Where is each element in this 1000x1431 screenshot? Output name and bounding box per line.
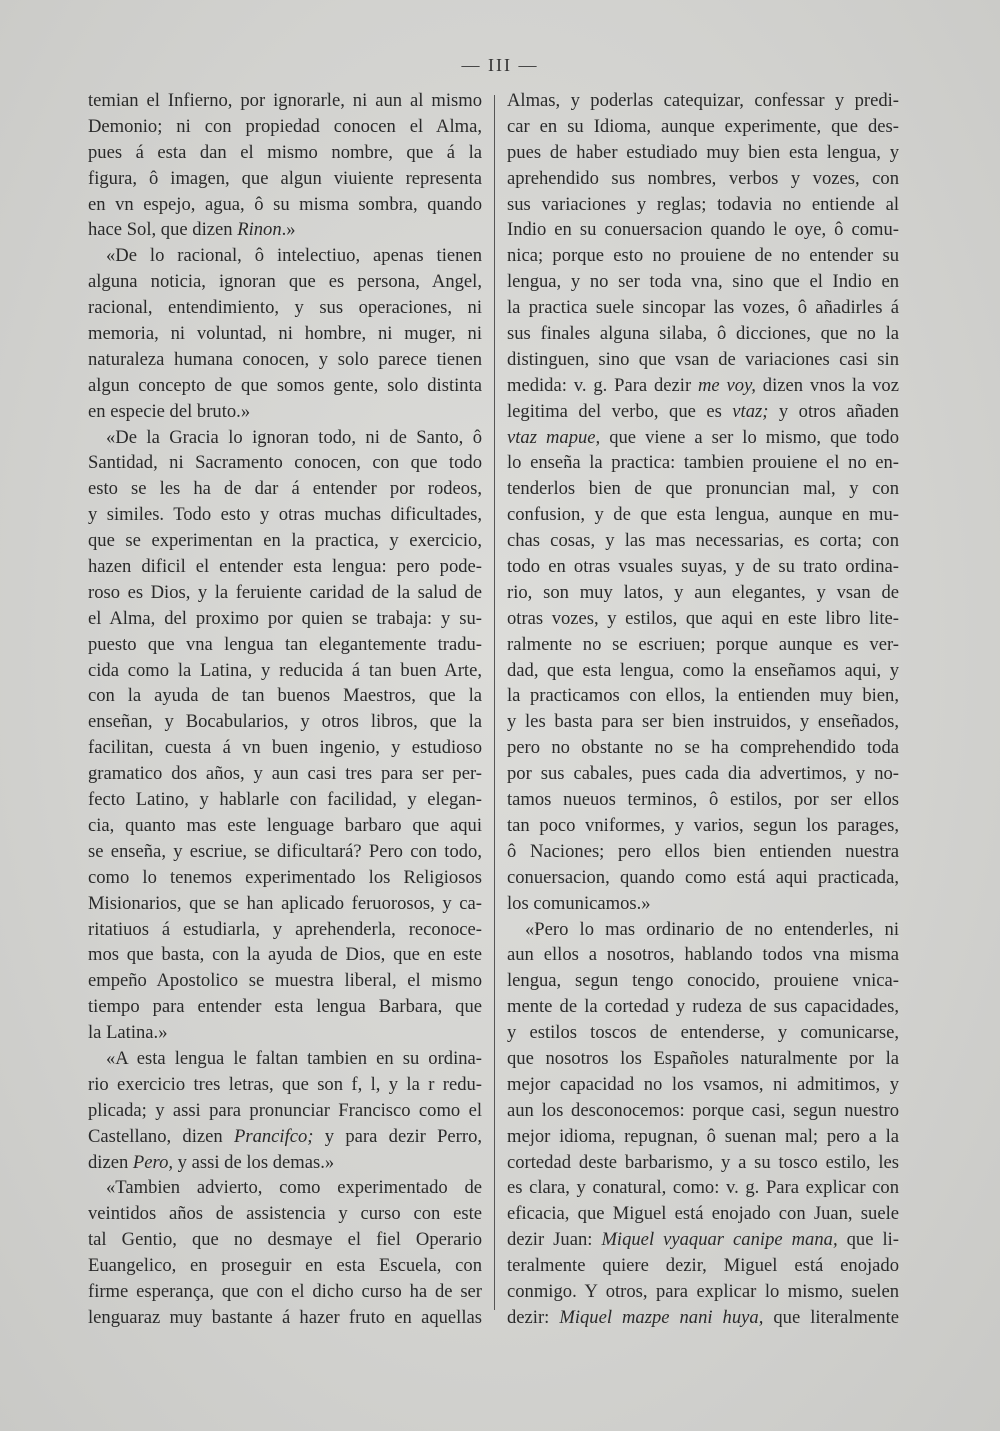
text-segment: cida como la Latina, y reducida á tan buen Arte, <box>88 659 482 681</box>
text-segment: plicada; y assi para pronunciar Francisco como el <box>88 1099 482 1121</box>
text-segment: que se experimentan en la practica, y exercicio, <box>88 530 482 552</box>
text-segment: tamos nueuos terminos, ô estilos, por ser ellos <box>507 789 899 811</box>
text-line <box>507 1279 899 1305</box>
text-line <box>507 321 899 347</box>
italic-term: me voy, <box>698 374 756 396</box>
text-line <box>507 269 899 295</box>
text-line <box>88 217 482 243</box>
text-line <box>88 1098 482 1124</box>
text-segment: ritatiuos á estudiarla, y aprehenderla, reconoce- <box>88 918 482 940</box>
text-segment: fecto Latino, y hablarle con facilidad, y elegan- <box>88 789 482 811</box>
text-line <box>507 140 899 166</box>
text-line <box>507 1305 899 1331</box>
text-segment: temian el Infierno, por ignorarle, ni aun al mismo <box>88 90 482 111</box>
text-segment: pero no obstante no se ha comprehendido toda <box>507 737 899 759</box>
left-text-column <box>88 88 482 1331</box>
italic-term: Rinon <box>237 219 282 241</box>
text-segment: la practicamos con ellos, la entienden muy bien, <box>507 685 899 707</box>
text-segment: «Tambien advierto, como experimentado de <box>106 1177 482 1199</box>
text-line <box>507 1020 899 1046</box>
italic-term: Miquel vyaquar canipe mana, <box>601 1229 838 1251</box>
text-line <box>88 761 482 787</box>
text-line <box>507 683 899 709</box>
text-segment: se enseña, y escriue, se dificultará? Pero con todo, <box>88 840 482 862</box>
text-line <box>88 476 482 502</box>
text-segment: en vn espejo, agua, ô su misma sombra, quando <box>88 193 482 215</box>
text-segment: naturaleza humana conocen, y solo parece tienen <box>88 348 482 370</box>
text-segment: que literalmente <box>763 1306 899 1328</box>
text-line <box>507 994 899 1020</box>
text-line <box>88 243 482 269</box>
text-segment: sus variaciones y reglas; todavia no entiende al <box>507 193 899 215</box>
text-segment: otras vozes, y estilos, que aqui en este libro lite- <box>507 607 899 629</box>
text-segment: ralmente no se escriuen; porque aunque es ver- <box>507 633 899 655</box>
text-segment: Misionarios, que se han aplicado feruorosos, y ca- <box>88 892 482 914</box>
text-line <box>88 1124 482 1150</box>
text-segment: mos que basta, con la ayuda de Dios, que en este <box>88 944 482 966</box>
text-segment: el Alma, del proximo por quien se trabaja: y su- <box>88 607 482 629</box>
text-line <box>507 968 899 994</box>
text-line <box>88 735 482 761</box>
text-line <box>88 1020 482 1046</box>
text-line <box>88 606 482 632</box>
text-segment: y otros añaden <box>768 400 899 422</box>
text-segment: Almas, y poderlas catequizar, confessar y predi- <box>507 90 899 111</box>
text-segment: ô Naciones; pero ellos bien entienden nuestra <box>507 840 899 862</box>
text-segment: y assi de los demas.» <box>173 1151 335 1173</box>
text-segment: legitima del verbo, que es <box>507 400 733 422</box>
text-segment: por sus cabales, pues cada dia advertimos, y no- <box>507 763 899 785</box>
text-segment: esto se les ha de dar á entender por rodeos, <box>88 478 482 500</box>
text-segment: algun concepto de que somos gente, solo distinta <box>88 374 482 396</box>
text-line <box>88 347 482 373</box>
text-segment: sus finales alguna silaba, ô dicciones, que no la <box>507 323 899 345</box>
text-line <box>88 891 482 917</box>
text-segment: que nosotros los Españoles naturalmente por la <box>507 1047 899 1069</box>
text-line <box>507 502 899 528</box>
text-segment: tiempo para entender esta lengua Barbara, que <box>88 996 482 1018</box>
text-line <box>507 217 899 243</box>
italic-term: Prancifco; <box>233 1125 314 1147</box>
text-line <box>88 917 482 943</box>
text-segment: pues de haber estudiado muy bien esta lengua, y <box>507 141 899 163</box>
text-segment: y para dezir Perro, <box>313 1125 482 1147</box>
text-segment: aun ellos a nosotros, hablando todos vna misma <box>507 944 899 966</box>
text-segment: dizen vnos la voz <box>755 374 899 396</box>
text-line <box>507 399 899 425</box>
text-line <box>88 632 482 658</box>
text-segment: Demonio; ni con propiedad conocen el Alma, <box>88 115 482 137</box>
text-segment: lo enseña la practica: tambien prouiene el no en- <box>507 452 899 474</box>
right-text-column <box>507 88 899 1331</box>
text-line <box>507 1175 899 1201</box>
text-line <box>88 114 482 140</box>
text-line <box>507 787 899 813</box>
text-segment: rio exercicio tres letras, que son f, l, y la r redu- <box>88 1073 482 1095</box>
text-line <box>88 88 482 114</box>
text-line <box>88 399 482 425</box>
text-line <box>507 476 899 502</box>
text-line <box>88 269 482 295</box>
text-segment: lengua, segun tengo conocido, prouiene vnica- <box>507 970 899 992</box>
text-segment: «Pero lo mas ordinario de no entenderles, ni <box>525 918 899 940</box>
text-line <box>88 1150 482 1176</box>
text-line <box>88 787 482 813</box>
text-segment: medida: v. g. Para dezir <box>507 374 698 396</box>
text-segment: como lo tenemos experimentado los Religiosos <box>88 866 482 888</box>
text-segment: facilitan, cuesta á vn buen ingenio, y estudioso <box>88 737 482 759</box>
text-line <box>507 606 899 632</box>
text-segment: Indio en su conuersacion quando le oye, ô comu- <box>507 219 899 241</box>
text-segment: racional, entendimiento, y sus operaciones, ni <box>88 297 482 319</box>
text-line <box>88 1253 482 1279</box>
text-segment: en especie del bruto.» <box>88 400 251 422</box>
text-line <box>507 554 899 580</box>
text-line <box>507 528 899 554</box>
text-line <box>507 88 899 114</box>
text-line <box>88 942 482 968</box>
italic-term: Pero, <box>132 1151 174 1173</box>
text-segment: gramatico dos años, y aun casi tres para ser per- <box>88 763 482 785</box>
text-segment: puesto que vna lengua tan elegantemente tradu- <box>88 633 482 655</box>
text-line <box>507 1150 899 1176</box>
text-segment: conuersacion, quando como está aqui practicada, <box>507 866 899 888</box>
text-line <box>507 192 899 218</box>
text-segment: firme esperança, que con el dicho curso ha de ser <box>88 1280 482 1302</box>
page-number: — III — <box>461 55 539 75</box>
text-line <box>88 865 482 891</box>
text-segment: pues á esta dan el mismo nombre, que á la <box>88 141 482 163</box>
text-segment: «A esta lengua le faltan tambien en su ordina- <box>106 1047 482 1069</box>
text-line <box>507 166 899 192</box>
text-line <box>88 295 482 321</box>
text-segment: lenguaraz muy bastante á hazer fruto en aquellas <box>88 1306 482 1328</box>
text-line <box>88 1279 482 1305</box>
text-segment: mejor idioma, repugnan, ô suenan mal; pero a la <box>507 1125 899 1147</box>
text-line <box>507 1098 899 1124</box>
text-line <box>88 192 482 218</box>
text-line <box>507 658 899 684</box>
text-line <box>88 1305 482 1331</box>
text-line <box>507 709 899 735</box>
text-line <box>507 891 899 917</box>
column-divider <box>494 95 495 1310</box>
text-line <box>88 554 482 580</box>
text-segment: tal Gentio, que no desmaye el fiel Operario <box>88 1229 482 1251</box>
text-segment: veintidos años de assistencia y curso con este <box>88 1203 482 1225</box>
text-segment: memoria, ni voluntad, ni hombre, ni muger, ni <box>88 323 482 345</box>
text-segment: Euangelico, en proseguir en esta Escuela, con <box>88 1255 482 1277</box>
text-line <box>88 502 482 528</box>
text-line <box>507 1253 899 1279</box>
text-segment: .» <box>281 219 296 241</box>
text-segment: dezir: <box>507 1306 560 1328</box>
text-line <box>507 347 899 373</box>
text-line <box>88 683 482 709</box>
text-segment: «De lo racional, ô intelectiuo, apenas tienen <box>106 245 482 267</box>
text-line <box>88 425 482 451</box>
text-line <box>88 321 482 347</box>
italic-term: vtaz mapue, <box>507 426 601 448</box>
text-segment: chas cosas, y las mas necessarias, es corta; con <box>507 530 899 552</box>
text-line <box>507 1072 899 1098</box>
text-line <box>507 114 899 140</box>
text-line <box>507 1124 899 1150</box>
text-line <box>88 450 482 476</box>
text-segment: cortedad deste barbarismo, y a su tosco estilo, les <box>507 1151 899 1173</box>
italic-term: Miquel mazpe nani huya, <box>559 1306 764 1328</box>
text-line <box>507 450 899 476</box>
italic-term: vtaz; <box>732 400 769 422</box>
text-segment: confusion, y de que esta lengua, aunque en mu- <box>507 504 899 526</box>
text-line <box>88 528 482 554</box>
text-segment: lengua, y no ser toda vna, sino que el Indio en <box>507 271 899 293</box>
text-line <box>507 1227 899 1253</box>
text-line <box>88 813 482 839</box>
text-line <box>507 632 899 658</box>
text-line <box>88 166 482 192</box>
text-segment: aprehendido sus nombres, verbos y vozes, con <box>507 167 899 189</box>
text-line <box>507 813 899 839</box>
text-segment: que viene a ser lo mismo, que todo <box>600 426 899 448</box>
text-segment: empeño Apostolico se muestra liberal, el mismo <box>88 970 482 992</box>
text-segment: distinguen, sino que vsan de variaciones casi sin <box>507 348 899 370</box>
text-line <box>88 1227 482 1253</box>
text-line <box>507 865 899 891</box>
text-segment: mente de la cortedad y rudeza de sus capacidades, <box>507 996 899 1018</box>
text-segment: los comunicamos.» <box>507 892 651 914</box>
text-segment: dezir Juan: <box>507 1229 602 1251</box>
text-line <box>88 1175 482 1201</box>
text-line <box>88 140 482 166</box>
text-segment: «De la Gracia lo ignoran todo, ni de Santo, ô <box>106 426 482 448</box>
text-line <box>88 1201 482 1227</box>
text-segment: es clara, y conatural, como: v. g. Para explicar con <box>507 1177 899 1199</box>
text-segment: hazen dificil el entender esta lengua: pero pode- <box>88 556 482 578</box>
text-segment: dad, que esta lengua, como la enseñamos aqui, y <box>507 659 899 681</box>
text-segment: tenderlos bien de que pronuncian mal, y con <box>507 478 899 500</box>
text-segment: alguna noticia, ignoran que es persona, Angel, <box>88 271 482 293</box>
text-segment: hace Sol, que dizen <box>88 219 238 241</box>
text-segment: mejor capacidad no los vsamos, ni admitimos, y <box>507 1073 899 1095</box>
text-line <box>507 373 899 399</box>
text-segment: Castellano, dizen <box>88 1125 234 1147</box>
text-segment: la practica suele sincopar las vozes, ô añadirles á <box>507 297 899 319</box>
text-segment: conmigo. Y otros, para explicar lo mismo, suelen <box>507 1280 899 1302</box>
text-line <box>507 917 899 943</box>
text-segment: que li- <box>837 1229 899 1251</box>
text-segment: y estilos toscos de entenderse, y comunicarse, <box>507 1022 899 1044</box>
text-segment: dizen <box>88 1151 133 1173</box>
text-segment: car en su Idioma, aunque experimente, que des- <box>507 115 899 137</box>
text-line <box>507 425 899 451</box>
text-line <box>88 373 482 399</box>
text-segment: todo en otras vsuales suyas, y de su trato ordina- <box>507 556 899 578</box>
text-line <box>88 580 482 606</box>
text-line <box>88 1046 482 1072</box>
text-line <box>507 1201 899 1227</box>
text-line <box>88 839 482 865</box>
text-line <box>507 1046 899 1072</box>
text-segment: Santidad, ni Sacramento conocen, con que todo <box>88 452 482 474</box>
text-line <box>507 243 899 269</box>
text-segment: eficacia, que Miguel está enojado con Juan, suele <box>507 1203 899 1225</box>
text-segment: teralmente quiere dezir, Miguel está enojado <box>507 1255 899 1277</box>
text-segment: figura, ô imagen, que algun viuiente representa <box>88 167 482 189</box>
text-segment: cia, quanto mas este lenguage barbaro que aqui <box>88 814 482 836</box>
text-segment: aun los desconocemos: porque casi, segun nuestro <box>507 1099 899 1121</box>
text-line <box>507 942 899 968</box>
text-line <box>507 761 899 787</box>
text-segment: la Latina.» <box>88 1022 168 1044</box>
text-line <box>507 735 899 761</box>
text-line <box>88 709 482 735</box>
text-line <box>507 580 899 606</box>
text-line <box>88 658 482 684</box>
text-line <box>507 295 899 321</box>
text-line <box>88 994 482 1020</box>
text-segment: y similes. Todo esto y otras muchas dificultades, <box>88 504 482 526</box>
text-segment: rio, son muy latos, y aun elegantes, y vsan de <box>507 581 899 603</box>
text-line <box>88 1072 482 1098</box>
text-segment: nica; porque esto no prouiene de no entender su <box>507 245 899 267</box>
text-line <box>507 839 899 865</box>
text-line <box>88 968 482 994</box>
text-segment: tan poco vniformes, y varios, segun los parages, <box>507 814 899 836</box>
text-segment: roso es Dios, y la feruiente caridad de la salud de <box>88 581 482 603</box>
text-segment: y les basta para ser bien instruidos, y enseñados, <box>507 711 899 733</box>
text-segment: con la ayuda de tan buenos Maestros, que la <box>88 685 482 707</box>
text-segment: enseñan, y Bocabularios, y otros libros, que la <box>88 711 482 733</box>
